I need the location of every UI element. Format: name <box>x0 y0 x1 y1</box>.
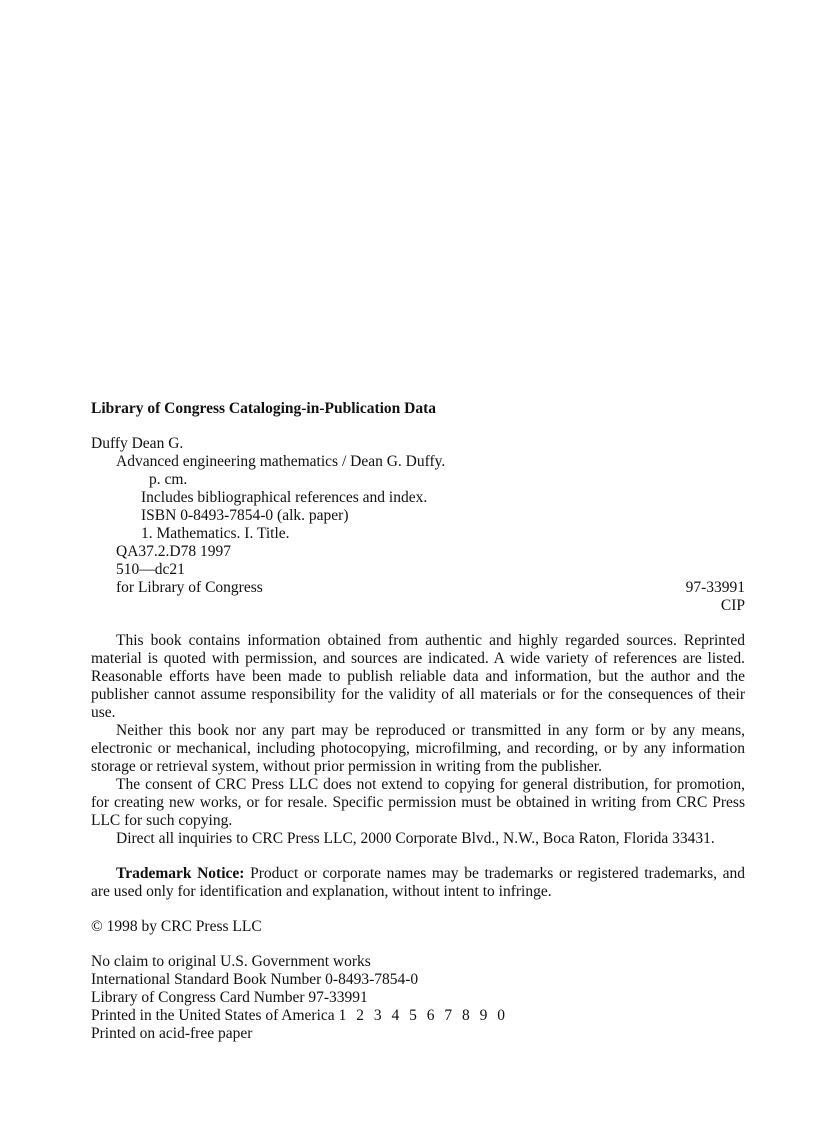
cip-record <box>91 435 745 615</box>
trademark-label: Trademark Notice: <box>116 865 245 882</box>
cip-pages: p. cm. <box>149 471 188 488</box>
government-works-line: No claim to original U.S. Government works <box>91 953 371 970</box>
cip-library-row <box>91 579 745 597</box>
printed-in-text: Printed in the United States of America <box>91 1007 335 1024</box>
cip-call-number: QA37.2.D78 1997 <box>116 543 231 560</box>
copyright-page <box>91 400 745 1043</box>
card-number-line: Library of Congress Card Number 97-33991 <box>91 989 368 1006</box>
cip-for-library: for Library of Congress <box>116 579 263 596</box>
printing-number-line: 1 2 3 4 5 6 7 8 9 0 <box>338 1007 506 1024</box>
cip-note-bibliography: Includes bibliographical references and index. <box>141 489 428 506</box>
paragraph-consent: The consent of CRC Press LLC does not extend to copying for general distribution, for promotion, for creating new works, or for resale. Specific permission must be obtained in writing from CRC Press LLC for such copying. <box>91 776 745 829</box>
printed-in-line <box>91 1007 745 1025</box>
cip-card-number: 97-33991 <box>685 579 745 596</box>
trademark-text: Product or corporate names may be trademarks or registered trademarks, and are used only for identification and explanation, without intent to infringe. <box>91 865 745 900</box>
paragraph-inquiries: Direct all inquiries to CRC Press LLC, 2000 Corporate Blvd., N.W., Boca Raton, Florida 33431. <box>116 830 715 847</box>
cip-heading: Library of Congress Cataloging-in-Publication Data <box>91 400 437 417</box>
publication-details <box>91 953 745 1043</box>
paragraph-sources: This book contains information obtained from authentic and highly regarded sources. Reprinted material is quoted with permission, and sources are indicated. A wide variety of references are listed. Reasonable efforts have been made to publish reliable data and information, but the author and the publisher cannot assume responsibility for the validity of all materials or for the consequences of their use. <box>91 632 745 721</box>
cip-note-isbn: ISBN 0-8493-7854-0 (alk. paper) <box>141 507 349 524</box>
isbn-line: International Standard Book Number 0-8493-7854-0 <box>91 971 419 988</box>
paragraph-reproduction: Neither this book nor any part may be reproduced or transmitted in any form or by any means, electronic or mechanical, including photocopying, microfilming, and recording, or by any information storage or retrieval system, without prior permission in writing from the publisher. <box>91 722 745 775</box>
rights-notice <box>91 632 745 848</box>
cip-author: Duffy Dean G. <box>91 435 184 452</box>
cip-note-subjects: 1. Mathematics. I. Title. <box>141 525 290 542</box>
cip-label: CIP <box>720 597 745 614</box>
copyright-line: © 1998 by CRC Press LLC <box>91 918 262 935</box>
trademark-notice <box>91 865 745 901</box>
acid-free-line: Printed on acid-free paper <box>91 1025 253 1042</box>
cip-dewey: 510—dc21 <box>116 561 185 578</box>
cip-title: Advanced engineering mathematics / Dean G. Duffy. <box>116 453 446 470</box>
